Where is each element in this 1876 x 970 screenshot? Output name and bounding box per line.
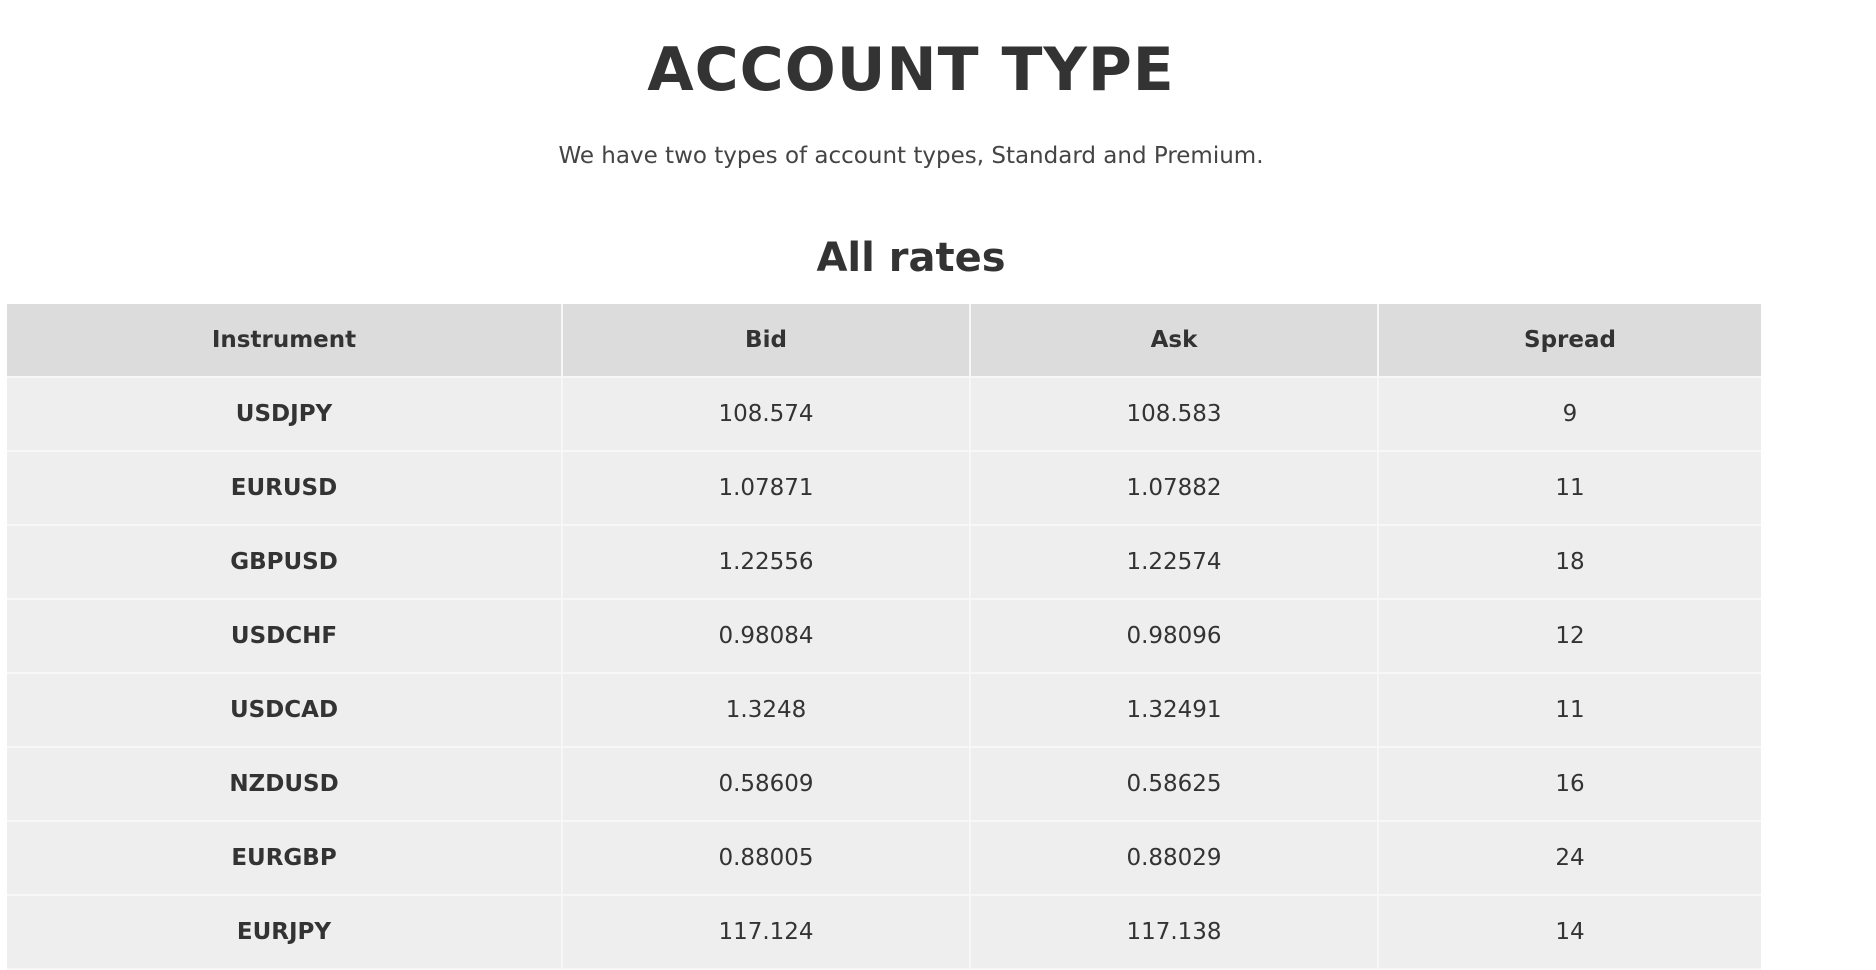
instrument-cell: USDCHF bbox=[7, 599, 562, 673]
bid-cell: 117.124 bbox=[562, 895, 970, 969]
bid-cell: 1.22556 bbox=[562, 525, 970, 599]
ask-cell: 0.98096 bbox=[970, 599, 1378, 673]
bid-cell: 0.98084 bbox=[562, 599, 970, 673]
instrument-cell: EURGBP bbox=[7, 821, 562, 895]
spread-cell: 14 bbox=[1378, 895, 1761, 969]
table-row bbox=[7, 895, 1761, 969]
rates-section-title: All rates bbox=[816, 235, 1006, 281]
bid-cell: 0.58609 bbox=[562, 747, 970, 821]
instrument-cell: GBPUSD bbox=[7, 525, 562, 599]
table-row bbox=[7, 673, 1761, 747]
ask-cell: 0.58625 bbox=[970, 747, 1378, 821]
column-header-bid: Bid bbox=[562, 304, 970, 377]
table-row bbox=[7, 599, 1761, 673]
ask-cell: 1.32491 bbox=[970, 673, 1378, 747]
table-row bbox=[7, 525, 1761, 599]
table-header-row bbox=[7, 304, 1761, 377]
table-row bbox=[7, 821, 1761, 895]
ask-cell: 108.583 bbox=[970, 377, 1378, 451]
ask-cell: 0.88029 bbox=[970, 821, 1378, 895]
spread-cell: 9 bbox=[1378, 377, 1761, 451]
bid-cell: 0.88005 bbox=[562, 821, 970, 895]
table-row bbox=[7, 377, 1761, 451]
column-header-instrument: Instrument bbox=[7, 304, 562, 377]
ask-cell: 1.07882 bbox=[970, 451, 1378, 525]
column-header-spread: Spread bbox=[1378, 304, 1761, 377]
spread-cell: 24 bbox=[1378, 821, 1761, 895]
rates-table bbox=[7, 304, 1761, 970]
page-subtitle: We have two types of account types, Standard and Premium. bbox=[558, 143, 1264, 169]
bid-cell: 1.07871 bbox=[562, 451, 970, 525]
instrument-cell: USDCAD bbox=[7, 673, 562, 747]
instrument-cell: EURUSD bbox=[7, 451, 562, 525]
ask-cell: 1.22574 bbox=[970, 525, 1378, 599]
spread-cell: 18 bbox=[1378, 525, 1761, 599]
spread-cell: 16 bbox=[1378, 747, 1761, 821]
table-row bbox=[7, 747, 1761, 821]
spread-cell: 12 bbox=[1378, 599, 1761, 673]
column-header-ask: Ask bbox=[970, 304, 1378, 377]
table-row bbox=[7, 451, 1761, 525]
instrument-cell: USDJPY bbox=[7, 377, 562, 451]
instrument-cell: EURJPY bbox=[7, 895, 562, 969]
page-title: ACCOUNT TYPE bbox=[647, 35, 1175, 105]
instrument-cell: NZDUSD bbox=[7, 747, 562, 821]
bid-cell: 1.3248 bbox=[562, 673, 970, 747]
bid-cell: 108.574 bbox=[562, 377, 970, 451]
spread-cell: 11 bbox=[1378, 673, 1761, 747]
spread-cell: 11 bbox=[1378, 451, 1761, 525]
ask-cell: 117.138 bbox=[970, 895, 1378, 969]
